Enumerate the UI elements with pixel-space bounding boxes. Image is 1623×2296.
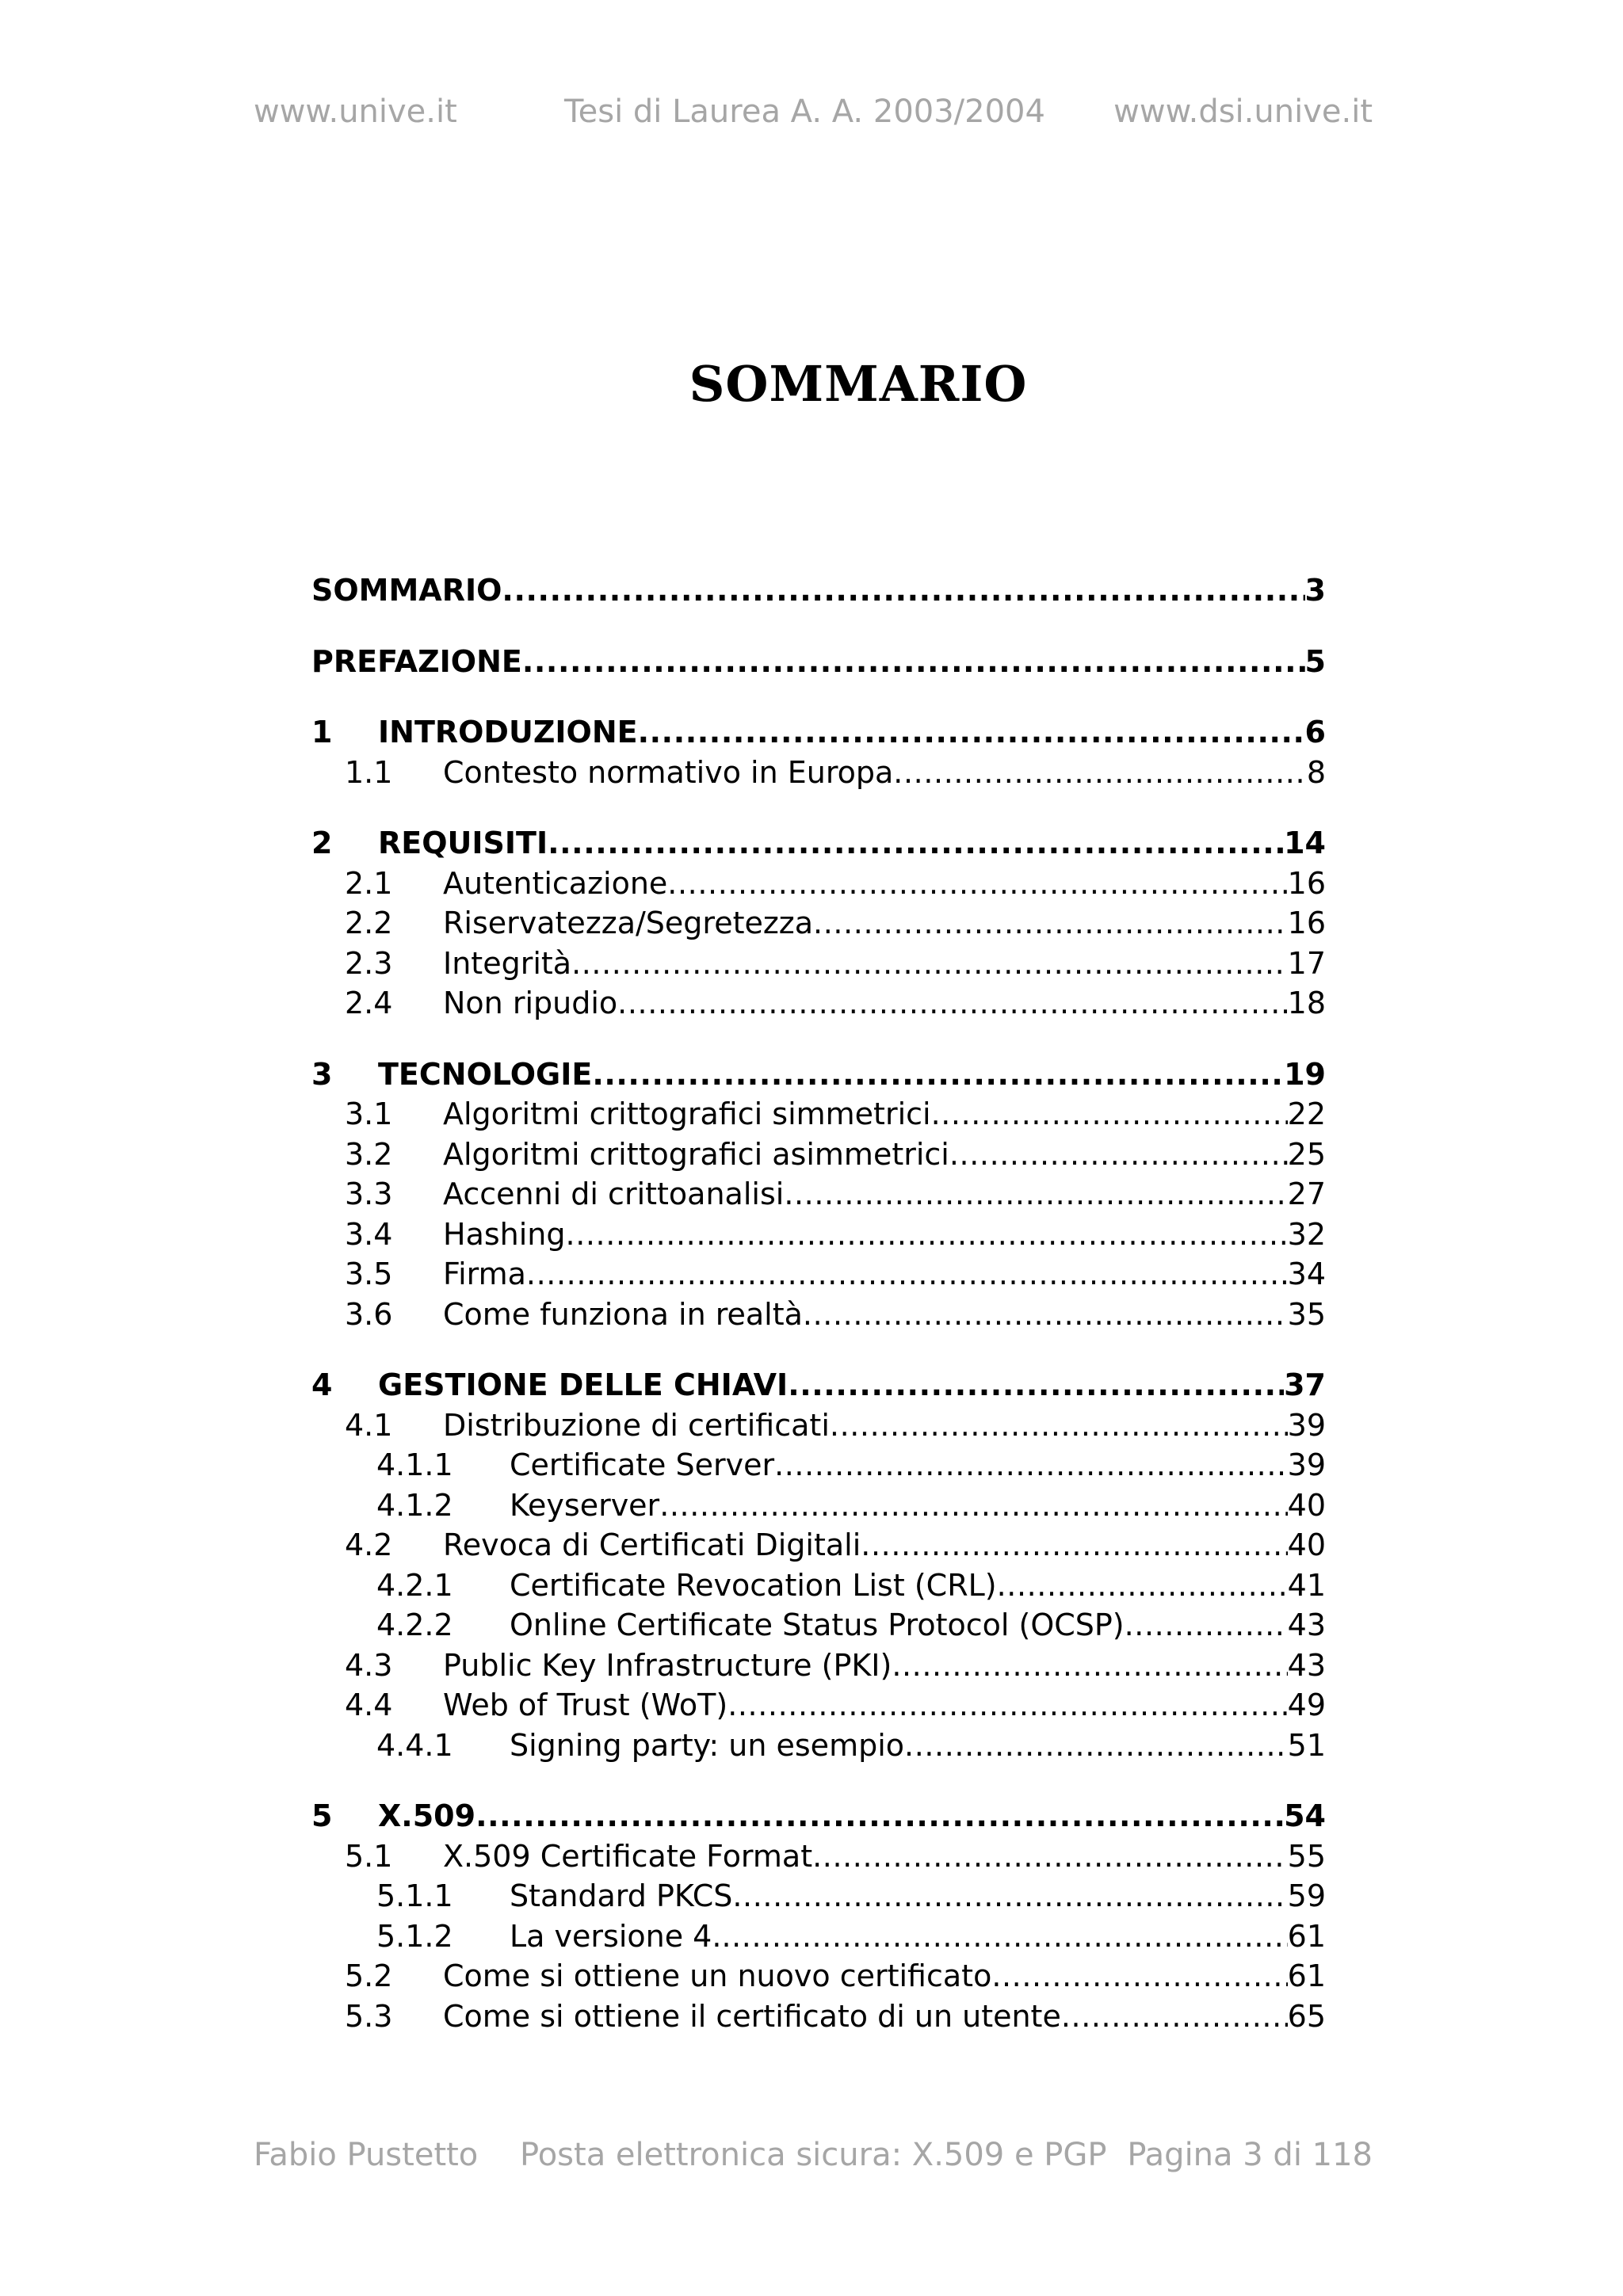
toc-dot-leader: [893, 753, 1307, 793]
toc-entry[interactable]: [311, 944, 1326, 984]
toc-entry-page: 40: [1287, 1487, 1326, 1523]
toc-entry[interactable]: [311, 1525, 1326, 1566]
table-of-contents: [311, 570, 1326, 2036]
toc-entry-line: [443, 1646, 1326, 1686]
toc-entry-page: 43: [1287, 1608, 1326, 1642]
toc-entry-number: 2.2: [345, 906, 393, 940]
toc-entry-line: [378, 823, 1326, 864]
toc-entry-page: 6: [1304, 715, 1326, 749]
toc-dot-leader: [617, 983, 1287, 1024]
toc-dot-leader: [502, 570, 1304, 611]
toc-entry-title: Come si ottiene un nuovo certificato: [443, 1958, 992, 1993]
toc-entry[interactable]: [311, 1876, 1326, 1917]
toc-entry-page: 41: [1287, 1567, 1326, 1603]
toc-dot-leader: [949, 1135, 1288, 1175]
toc-entry-number: 4.4: [345, 1688, 393, 1722]
toc-entry-line: [443, 944, 1326, 984]
toc-entry-number: 3: [311, 1056, 333, 1092]
toc-entry[interactable]: [311, 1254, 1326, 1295]
toc-entry-line: [510, 1445, 1326, 1486]
toc-entry-page: 14: [1284, 826, 1326, 860]
header-thesis-label: Tesi di Laurea A. A. 2003/2004: [564, 93, 1045, 130]
toc-entry-number: 4.1: [345, 1407, 393, 1443]
toc-entry[interactable]: [311, 1486, 1326, 1526]
toc-entry-title: La versione 4.: [510, 1918, 722, 1954]
toc-entry-page: 35: [1287, 1296, 1326, 1332]
toc-dot-leader: [721, 1917, 1287, 1957]
toc-entry-title: Non ripudio: [443, 986, 618, 1020]
toc-entry-title: Online Certificate Status Protocol (OCSP): [510, 1608, 1125, 1642]
toc-entry-line: [443, 983, 1326, 1024]
toc-entry[interactable]: [311, 983, 1326, 1024]
toc-dot-leader: [475, 1796, 1284, 1836]
toc-entry-title: Keyserver: [510, 1487, 660, 1523]
toc-entry-line: [510, 1726, 1326, 1766]
toc-entry-number: 2: [311, 826, 333, 860]
toc-dot-leader: [830, 1405, 1288, 1446]
toc-entry[interactable]: [311, 1295, 1326, 1335]
toc-entry[interactable]: [311, 1365, 1326, 1405]
toc-dot-leader: [571, 944, 1288, 984]
footer-author: Fabio Pustetto: [254, 2137, 479, 2173]
page-footer: [254, 2137, 1373, 2181]
toc-entry[interactable]: [311, 1997, 1326, 2037]
toc-entry-page: 55: [1287, 1838, 1326, 1874]
toc-entry[interactable]: [311, 1055, 1326, 1095]
toc-entry-title: Standard PKCS: [510, 1878, 733, 1913]
toc-entry-title: Come si ottiene il certificato di un utente: [443, 1998, 1061, 2034]
toc-entry-title: X.509 Certificate Format: [443, 1838, 813, 1874]
toc-dot-leader: [991, 1956, 1287, 1997]
toc-dot-leader: [566, 1215, 1288, 1255]
toc-entry-number: 3.1: [345, 1097, 393, 1131]
toc-entry-line: [443, 1685, 1326, 1726]
toc-entry-line: [443, 753, 1326, 793]
toc-entry[interactable]: [311, 1796, 1326, 1836]
toc-entry-line: [443, 1956, 1326, 1997]
toc-dot-leader: [732, 1876, 1287, 1917]
toc-dot-leader: [931, 1094, 1288, 1135]
toc-dot-leader: [1061, 1997, 1288, 2037]
toc-dot-leader: [812, 1836, 1288, 1877]
toc-entry-number: 3.4: [345, 1216, 393, 1252]
toc-entry-title: Revoca di Certificati Digitali: [443, 1527, 861, 1562]
toc-entry-page: 39: [1287, 1407, 1326, 1443]
toc-entry-page: 61: [1287, 1918, 1326, 1954]
toc-dot-leader: [803, 1295, 1288, 1335]
toc-entry[interactable]: [311, 1215, 1326, 1255]
toc-entry-line: [443, 1135, 1326, 1175]
toc-dot-leader: [638, 712, 1305, 753]
toc-entry-line: [378, 1365, 1326, 1405]
toc-entry-number: 2.1: [345, 865, 393, 901]
toc-entry-line: [510, 1917, 1326, 1957]
toc-entry[interactable]: [311, 1174, 1326, 1215]
toc-entry-title: Web of Trust (WoT): [443, 1688, 728, 1722]
toc-entry[interactable]: [311, 864, 1326, 904]
toc-entry-page: 16: [1287, 865, 1326, 901]
toc-entry[interactable]: [311, 1956, 1326, 1997]
toc-entry-page: 51: [1287, 1727, 1326, 1763]
toc-dot-leader: [892, 1646, 1287, 1686]
toc-entry-line: [443, 1254, 1326, 1295]
toc-entry-number: 2.3: [345, 945, 393, 981]
toc-entry-line: [443, 1836, 1326, 1877]
toc-dot-leader: [526, 1254, 1288, 1295]
toc-entry-page: 37: [1284, 1367, 1326, 1402]
toc-dot-leader: [659, 1486, 1287, 1526]
toc-entry-page: 17: [1287, 945, 1326, 981]
toc-entry-number: 2.4: [345, 986, 393, 1020]
toc-entry-number: 1.1: [345, 754, 393, 790]
toc-entry-page: 19: [1284, 1056, 1326, 1092]
toc-entry[interactable]: [311, 1135, 1326, 1175]
toc-entry[interactable]: [311, 1094, 1326, 1135]
toc-entry[interactable]: [311, 753, 1326, 793]
toc-entry-line: [510, 1876, 1326, 1917]
toc-entry-title: Riservatezza/Segretezza: [443, 906, 814, 940]
toc-entry-number: 5.1: [345, 1838, 393, 1874]
toc-entry-number: 4.1.2: [376, 1487, 453, 1523]
toc-entry-title: Certificate Revocation List (CRL): [510, 1567, 997, 1603]
toc-entry-title: Come funziona in realtà: [443, 1296, 803, 1332]
toc-dot-leader: [997, 1566, 1288, 1606]
toc-entry-title: Hashing: [443, 1216, 566, 1252]
toc-entry-page: 22: [1287, 1097, 1326, 1131]
toc-entry[interactable]: [311, 1836, 1326, 1877]
toc-entry-page: 27: [1287, 1177, 1326, 1211]
toc-entry-title: GESTIONE DELLE CHIAVI: [378, 1367, 789, 1402]
toc-entry-line: [443, 1215, 1326, 1255]
toc-entry[interactable]: [311, 823, 1326, 864]
toc-entry-number: 3.5: [345, 1257, 393, 1291]
toc-entry[interactable]: [311, 903, 1326, 944]
toc-entry-line: [311, 570, 1326, 611]
toc-entry-line: [443, 1094, 1326, 1135]
toc-entry-number: 3.3: [345, 1177, 393, 1211]
toc-dot-leader: [774, 1445, 1288, 1486]
toc-entry-number: 4.1.1: [376, 1447, 453, 1482]
toc-entry-page: 5: [1304, 643, 1326, 679]
toc-entry-line: [443, 1295, 1326, 1335]
toc-entry-page: 3: [1304, 573, 1326, 608]
toc-entry-page: 43: [1287, 1647, 1326, 1683]
toc-entry-number: 3.6: [345, 1296, 393, 1332]
toc-dot-leader: [1125, 1605, 1288, 1646]
toc-entry[interactable]: [311, 1917, 1326, 1957]
toc-entry-title: INTRODUZIONE: [378, 715, 638, 749]
toc-entry[interactable]: [311, 1566, 1326, 1606]
toc-entry-title: Public Key Infrastructure (PKI): [443, 1647, 892, 1683]
toc-dot-leader: [727, 1685, 1287, 1726]
page-header: [254, 93, 1373, 138]
toc-entry-title: Algoritmi crittografici asimmetrici: [443, 1136, 949, 1172]
toc-dot-leader: [592, 1055, 1284, 1095]
toc-entry-title: REQUISITI: [378, 826, 548, 860]
toc-entry-number: 4.4.1: [376, 1727, 453, 1763]
toc-entry-page: 49: [1287, 1688, 1326, 1722]
toc-entry-title: X.509: [378, 1798, 476, 1833]
toc-entry-number: 5.2: [345, 1958, 393, 1993]
toc-dot-leader: [788, 1365, 1284, 1405]
header-left-url: www.unive.it: [254, 93, 457, 130]
toc-entry-title: Algoritmi crittografici simmetrici: [443, 1097, 931, 1131]
toc-entry-page: 18: [1287, 986, 1326, 1020]
toc-dot-leader: [784, 1174, 1287, 1215]
toc-entry-line: [443, 1997, 1326, 2037]
toc-entry-title: Integrità: [443, 945, 572, 981]
toc-entry-number: 4: [311, 1367, 333, 1402]
toc-entry-title: Contesto normativo in Europa: [443, 754, 894, 790]
toc-entry-number: 5.1.2: [376, 1918, 453, 1954]
toc-entry-title: Distribuzione di certificati: [443, 1407, 830, 1443]
toc-entry-page: 34: [1287, 1257, 1326, 1291]
toc-entry-number: 4.2: [345, 1527, 393, 1562]
toc-entry-page: 59: [1287, 1878, 1326, 1913]
toc-entry-title: Firma: [443, 1257, 526, 1291]
footer-page-number: Pagina 3 di 118: [1127, 2137, 1373, 2173]
toc-entry-title: SOMMARIO: [311, 573, 502, 608]
toc-entry-line: [443, 1405, 1326, 1446]
toc-dot-leader: [667, 864, 1287, 904]
toc-entry-line: [311, 642, 1326, 682]
toc-entry-page: 54: [1284, 1798, 1326, 1833]
toc-entry-number: 5.1.1: [376, 1878, 453, 1913]
toc-entry[interactable]: [311, 1685, 1326, 1726]
page-title: SOMMARIO: [689, 355, 1028, 413]
toc-entry-page: 61: [1287, 1958, 1326, 1993]
toc-entry[interactable]: [311, 642, 1326, 682]
toc-entry-title: Accenni di crittoanalisi: [443, 1177, 785, 1211]
toc-entry-title: Signing party: un esempio: [510, 1727, 905, 1763]
toc-entry[interactable]: [311, 1646, 1326, 1686]
toc-entry-page: 65: [1287, 1998, 1326, 2034]
toc-entry-line: [510, 1605, 1326, 1646]
toc-entry-line: [378, 712, 1326, 753]
footer-document-title: Posta elettronica sicura: X.509 e PGP: [520, 2137, 1107, 2173]
toc-entry-number: 4.2.2: [376, 1608, 453, 1642]
toc-entry-number: 5.3: [345, 1998, 393, 2034]
toc-entry-page: 16: [1287, 906, 1326, 940]
toc-entry-line: [510, 1566, 1326, 1606]
toc-entry-number: 4.2.1: [376, 1567, 453, 1603]
toc-entry-line: [443, 903, 1326, 944]
header-right-url: www.dsi.unive.it: [1113, 93, 1373, 130]
toc-entry-page: 8: [1306, 754, 1326, 790]
toc-entry-line: [443, 1525, 1326, 1566]
toc-entry-page: 39: [1287, 1447, 1326, 1482]
toc-dot-leader: [813, 903, 1288, 944]
toc-entry[interactable]: [311, 1445, 1326, 1486]
toc-entry-number: 4.3: [345, 1647, 393, 1683]
toc-entry-page: 25: [1287, 1136, 1326, 1172]
toc-entry[interactable]: [311, 712, 1326, 753]
toc-entry-page: 40: [1287, 1527, 1326, 1562]
toc-entry-title: Autenticazione: [443, 865, 668, 901]
toc-entry-page: 32: [1287, 1216, 1326, 1252]
toc-entry-line: [378, 1055, 1326, 1095]
toc-dot-leader: [522, 642, 1305, 682]
toc-dot-leader: [904, 1726, 1288, 1766]
toc-dot-leader: [861, 1525, 1287, 1566]
toc-entry[interactable]: [311, 1405, 1326, 1446]
toc-entry-number: 5: [311, 1798, 333, 1833]
toc-entry-number: 1: [311, 715, 333, 749]
toc-entry[interactable]: [311, 1726, 1326, 1766]
toc-dot-leader: [548, 823, 1284, 864]
toc-entry-title: PREFAZIONE: [311, 643, 522, 679]
toc-entry-title: Certificate Server: [510, 1447, 775, 1482]
toc-entry-number: 3.2: [345, 1136, 393, 1172]
toc-entry[interactable]: [311, 1605, 1326, 1646]
toc-entry[interactable]: [311, 570, 1326, 611]
toc-entry-line: [378, 1796, 1326, 1836]
toc-entry-line: [443, 1174, 1326, 1215]
toc-entry-line: [443, 864, 1326, 904]
toc-entry-line: [510, 1486, 1326, 1526]
toc-entry-title: TECNOLOGIE: [378, 1056, 593, 1092]
